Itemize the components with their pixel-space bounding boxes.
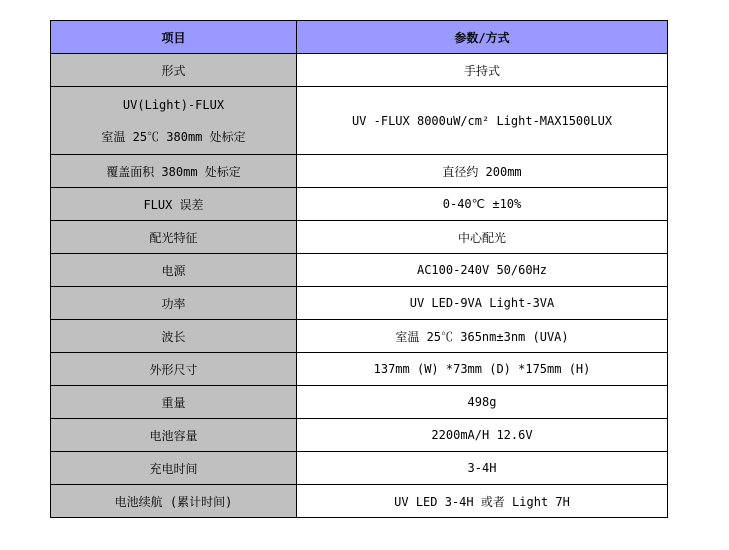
row-value-coverage: 直径约 200mm <box>297 155 668 188</box>
row-label-light-distribution: 配光特征 <box>51 221 297 254</box>
row-label-coverage: 覆盖面积 380mm 处标定 <box>51 155 297 188</box>
table-row <box>51 287 668 320</box>
row-value-charge-time: 3-4H <box>297 452 668 485</box>
row-value-flux: UV -FLUX 8000uW/cm² Light-MAX1500LUX <box>297 87 668 155</box>
row-value-wavelength: 室温 25℃ 365nm±3nm (UVA) <box>297 320 668 353</box>
row-value-battery-life: UV LED 3-4H 或者 Light 7H <box>297 485 668 518</box>
table-row <box>51 54 668 87</box>
table-row <box>51 419 668 452</box>
table-row <box>51 320 668 353</box>
row-label-flux-line1: UV(Light)-FLUX <box>122 97 225 112</box>
table-row <box>51 188 668 221</box>
row-value-power: UV LED-9VA Light-3VA <box>297 287 668 320</box>
table-row <box>51 485 668 518</box>
row-value-power-supply: AC100-240V 50/60Hz <box>297 254 668 287</box>
row-label-weight: 重量 <box>51 386 297 419</box>
row-value-dimensions: 137mm (W) *73mm (D) *175mm (H) <box>297 353 668 386</box>
table-row <box>51 353 668 386</box>
row-label-battery-capacity: 电池容量 <box>51 419 297 452</box>
table-row <box>51 155 668 188</box>
table-row <box>51 452 668 485</box>
table-row <box>51 254 668 287</box>
row-label-charge-time: 充电时间 <box>51 452 297 485</box>
header-parameter: 参数/方式 <box>297 21 668 54</box>
row-label-power: 功率 <box>51 287 297 320</box>
row-value-weight: 498g <box>297 386 668 419</box>
spec-table <box>50 20 668 518</box>
table-row <box>51 386 668 419</box>
row-value-form: 手持式 <box>297 54 668 87</box>
row-label-dimensions: 外形尺寸 <box>51 353 297 386</box>
row-value-battery-capacity: 2200mA/H 12.6V <box>297 419 668 452</box>
row-label-flux <box>51 87 297 155</box>
row-label-form: 形式 <box>51 54 297 87</box>
row-label-wavelength: 波长 <box>51 320 297 353</box>
row-label-battery-life: 电池续航 (累计时间) <box>51 485 297 518</box>
header-item: 项目 <box>51 21 297 54</box>
table-row <box>51 87 668 155</box>
row-value-flux-error: 0-40℃ ±10% <box>297 188 668 221</box>
header-row <box>51 21 668 54</box>
table-row <box>51 221 668 254</box>
row-label-flux-line2: 室温 25℃ 380mm 处标定 <box>101 129 246 144</box>
row-value-light-distribution: 中心配光 <box>297 221 668 254</box>
row-label-flux-error: FLUX 误差 <box>51 188 297 221</box>
row-label-power-supply: 电源 <box>51 254 297 287</box>
